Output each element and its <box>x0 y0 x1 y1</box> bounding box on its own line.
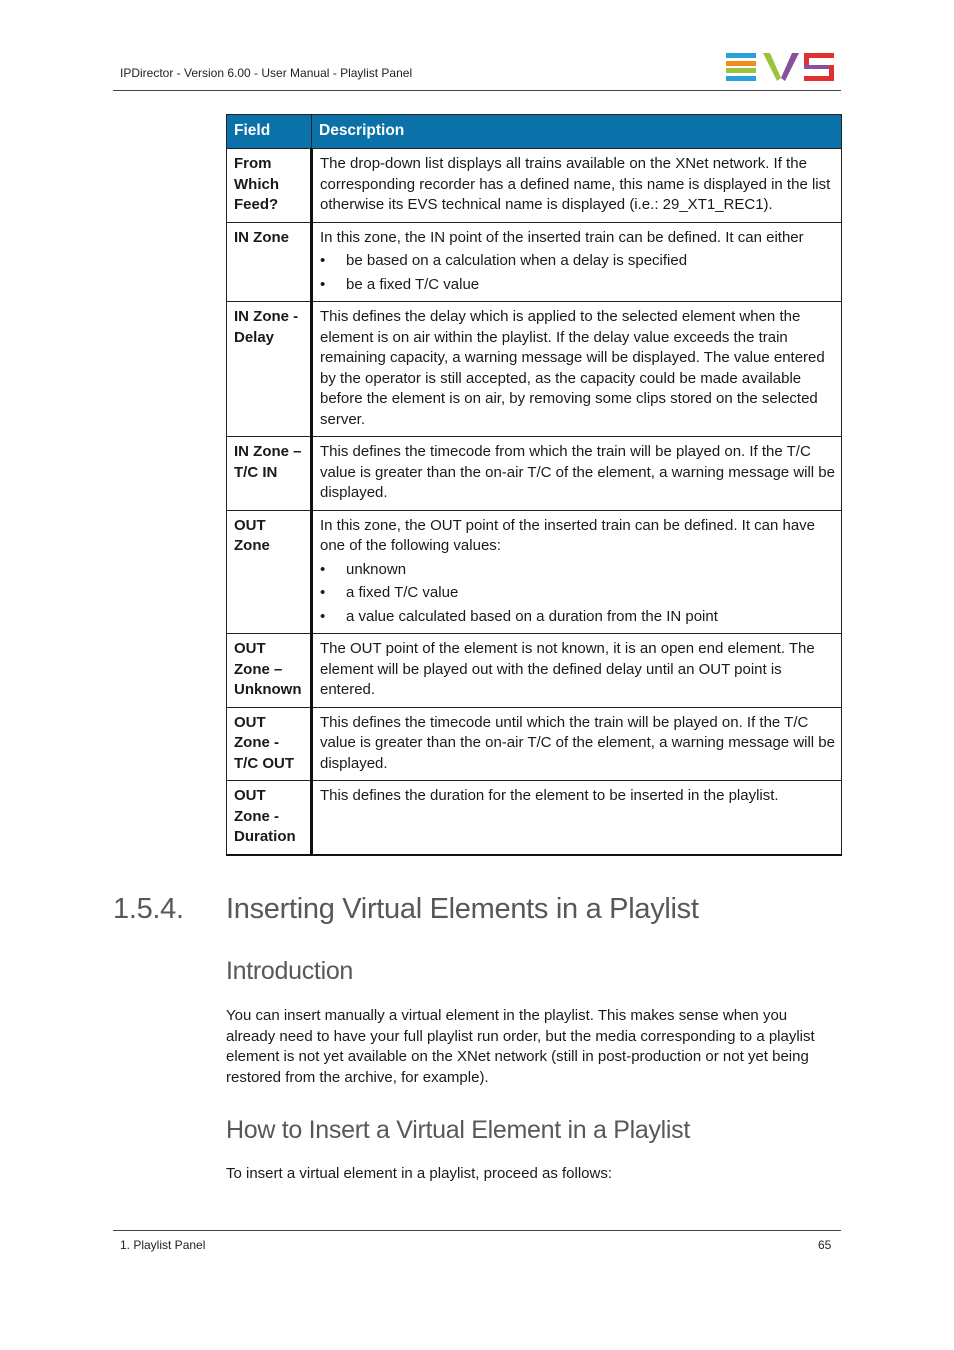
field-name-cell: OUT Zone - Duration <box>227 781 312 855</box>
description-text: The drop-down list displays all trains available on the XNet network. If the corresponding recorder has a defined name, this name is displayed in the list otherwise its EVS technical name is displayed (i.e.: 29_XT1_REC1). <box>320 155 831 213</box>
description-cell <box>312 149 842 223</box>
table-header-row <box>227 115 842 149</box>
footer-chapter: 1. Playlist Panel <box>120 1238 206 1252</box>
field-name-cell: IN Zone – T/C IN <box>227 437 312 511</box>
logo-s-bottom <box>804 76 834 81</box>
logo-bar-blue-2 <box>726 76 756 81</box>
field-name-cell: OUT Zone - T/C OUT <box>227 707 312 781</box>
description-text: This defines the timecode from which the train will be played on. If the T/C value is greater than the on-air T/C of the element, a warning message will be displayed. <box>320 443 835 501</box>
table-body <box>227 149 842 855</box>
howto-heading: How to Insert a Virtual Element in a Playlist <box>226 1116 691 1144</box>
fields-table <box>226 114 842 856</box>
table-row <box>227 781 842 855</box>
logo-bar-green <box>726 68 756 73</box>
field-name-cell: IN Zone <box>227 222 312 302</box>
table-row <box>227 510 842 634</box>
description-cell <box>312 302 842 437</box>
table-row <box>227 634 842 708</box>
field-name-cell: OUT Zone – Unknown <box>227 634 312 708</box>
evs-logo <box>726 53 834 81</box>
field-name-cell: OUT Zone <box>227 510 312 634</box>
bullet-item: • be a fixed T/C value <box>320 275 835 296</box>
section-number: 1.5.4. <box>113 893 184 925</box>
description-cell <box>312 510 842 634</box>
logo-bar-blue <box>726 53 756 58</box>
table-row <box>227 149 842 223</box>
bullet-item: • unknown <box>320 560 835 581</box>
header-divider <box>113 90 841 91</box>
field-name-cell: From Which Feed? <box>227 149 312 223</box>
intro-heading: Introduction <box>226 957 354 985</box>
section-title: Inserting Virtual Elements in a Playlist <box>226 893 699 925</box>
description-text: In this zone, the OUT point of the inserted train can be defined. It can have one of the following values: <box>320 516 816 554</box>
table-row <box>227 707 842 781</box>
table-row <box>227 222 842 302</box>
logo-v-right <box>781 53 799 81</box>
field-name-cell: IN Zone - Delay <box>227 302 312 437</box>
bullet-item: • be based on a calculation when a delay is specified <box>320 251 835 272</box>
column-header-field: Field <box>227 115 312 149</box>
column-header-description: Description <box>312 115 842 149</box>
footer-page-number: 65 <box>818 1238 832 1252</box>
description-cell <box>312 437 842 511</box>
bullet-list <box>320 251 835 295</box>
table-row <box>227 437 842 511</box>
description-cell <box>312 222 842 302</box>
table-row <box>227 302 842 437</box>
bullet-item: • a fixed T/C value <box>320 583 835 604</box>
footer-divider <box>113 1230 841 1231</box>
description-text: The OUT point of the element is not known, it is an open end element. The element will be played out with the defined delay until an OUT point is entered. <box>320 640 815 698</box>
section-heading <box>113 893 699 926</box>
description-text: In this zone, the IN point of the inserted train can be defined. It can either <box>320 228 804 246</box>
bullet-list <box>320 560 835 628</box>
description-cell <box>312 707 842 781</box>
header-title: IPDirector - Version 6.00 - User Manual - Playlist Panel <box>120 66 413 80</box>
logo-bar-orange <box>726 61 756 66</box>
howto-paragraph: To insert a virtual element in a playlist, proceed as follows: <box>226 1165 613 1182</box>
bullet-item: • a value calculated based on a duration from the IN point <box>320 607 835 628</box>
intro-paragraph: You can insert manually a virtual element in the playlist. This makes sense when you already need to have your full playlist run order, but the media corresponding to a playlist element is not yet available on the XNet network (still in post-production or not yet being restored from the archive, for example). <box>226 1007 815 1086</box>
description-text: This defines the delay which is applied to the selected element when the element is on air within the playlist. If the delay value exceeds the train remaining capacity, a warning message will be displayed. The value entered by the operator is still accepted, as the capacity could be made available before the element is on air, by removing some clips stored on the selected server. <box>320 308 825 428</box>
logo-v-left <box>763 53 781 81</box>
description-cell <box>312 781 842 855</box>
description-text: This defines the duration for the element to be inserted in the playlist. <box>320 787 779 804</box>
description-text: This defines the timecode until which the train will be played on. If the T/C value is greater than the on-air T/C of the element, a warning message will be displayed. <box>320 713 835 772</box>
description-cell <box>312 634 842 708</box>
